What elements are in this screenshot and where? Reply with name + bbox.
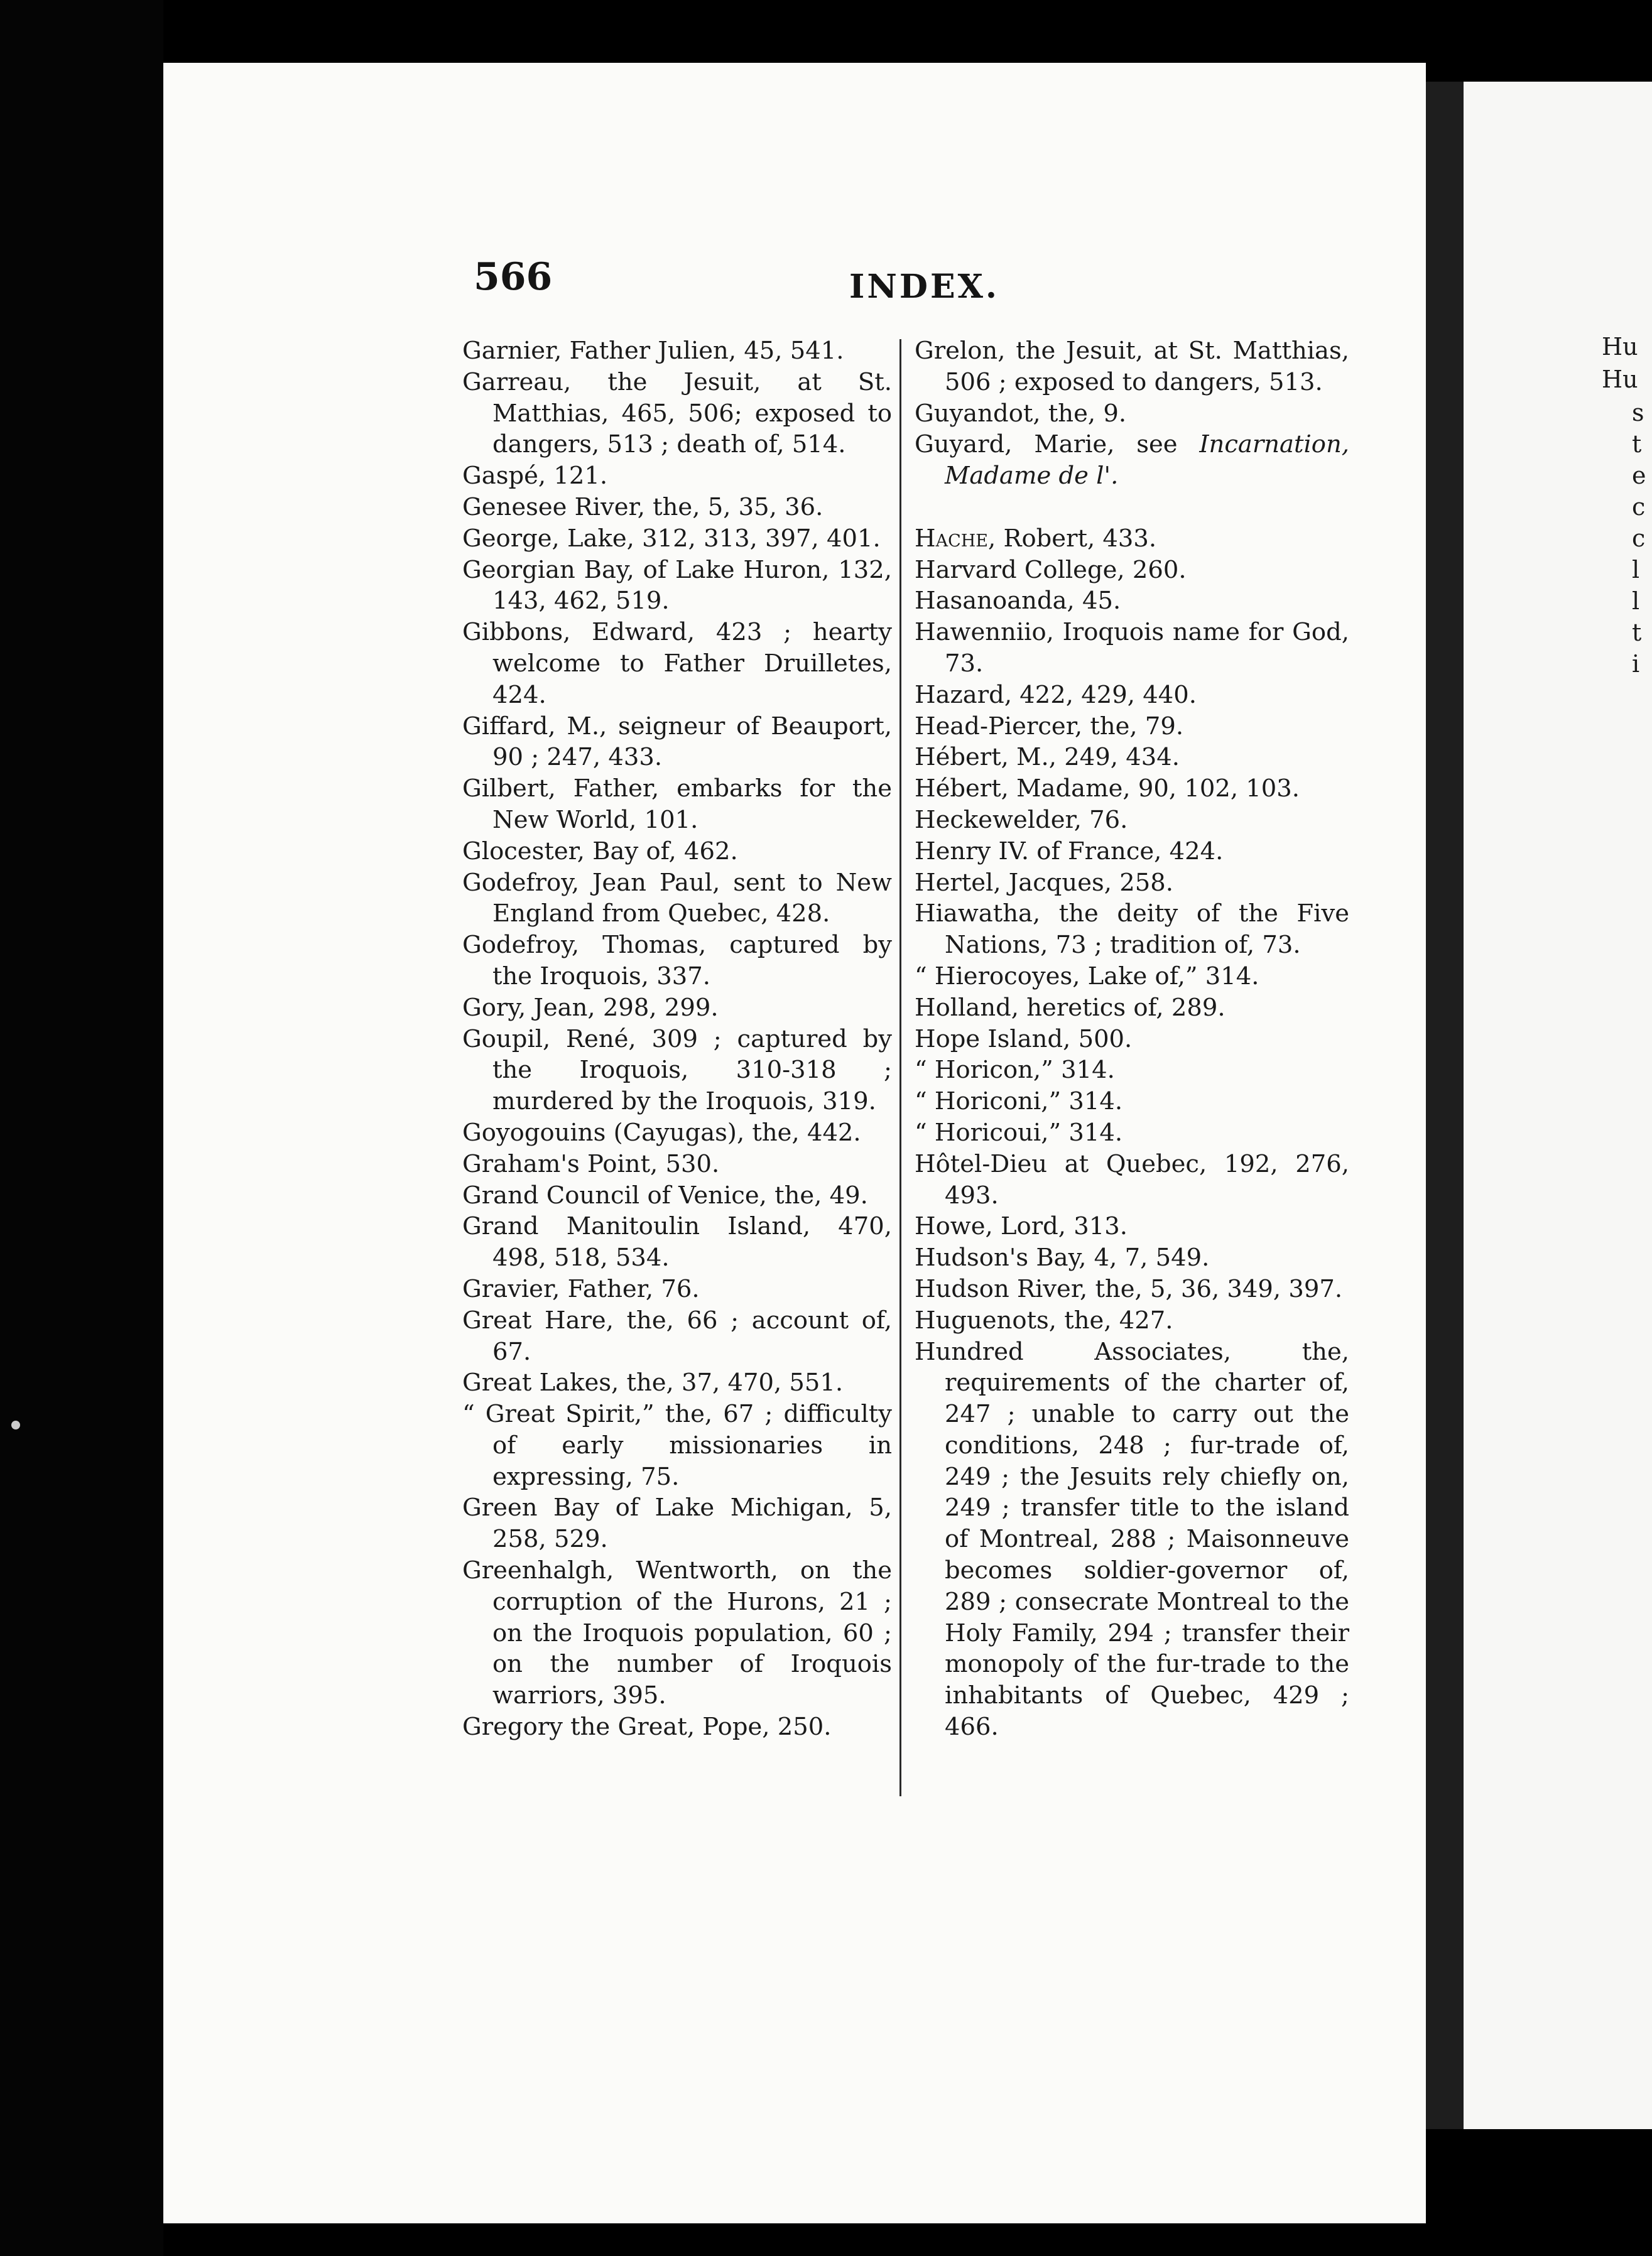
index-entry: Guyandot, the, 9. (915, 399, 1127, 428)
index-entry: Henry IV. of France, 424. (915, 837, 1224, 865)
column-rule (899, 339, 901, 1796)
facing-fragment: Hu (1602, 366, 1638, 393)
index-entry: Goyogouins (Cayugas), the, 442. (462, 1118, 861, 1147)
entry-text: , Robert, 433. (988, 524, 1157, 553)
index-entry: Godefroy, Thomas, captured by the Iroquois, 337. (462, 931, 892, 990)
index-entry: Hazard, 422, 429, 440. (915, 680, 1197, 709)
index-entry: Garreau, the Jesuit, at St. Matthias, 465, 506; exposed to dangers, 513 ; death of, 514. (462, 367, 892, 459)
running-header: INDEX. (849, 268, 1000, 306)
book-spine (0, 0, 163, 2256)
index-entry: Goupil, René, 309 ; captured by the Iroquois, 310-318 ; murdered by the Iroquois, 319. (462, 1024, 892, 1116)
facing-fragment: c (1632, 524, 1646, 552)
index-entry: Hôtel-Dieu at Quebec, 192, 276, 493. (915, 1149, 1349, 1210)
index-entry: Hasanoanda, 45. (915, 587, 1121, 616)
index-entry: Hudson's Bay, 4, 7, 549. (915, 1244, 1210, 1272)
index-entry: “ Great Spirit,” the, 67 ; difficulty of early missionaries in expressing, 75. (462, 1400, 892, 1491)
facing-fragment: l (1632, 587, 1640, 615)
index-entry: Grand Manitoulin Island, 470, 498, 518, 534. (462, 1212, 892, 1272)
index-entry: Hébert, Madame, 90, 102, 103. (915, 774, 1300, 803)
index-entry: Hawenniio, Iroquois name for God, 73. (915, 618, 1349, 678)
letter-section-gap (915, 492, 1349, 523)
index-entry: “ Horiconi,” 314. (915, 1087, 1123, 1116)
facing-fragment: e (1632, 462, 1646, 489)
index-entry: Greenhalgh, Wentworth, on the corruption of the Hurons, 21 ; on the Iroquois population, 60 ; on the number of Iroquois warriors, 395. (462, 1556, 892, 1710)
index-entry: Glocester, Bay of, 462. (462, 837, 738, 865)
index-entry-guyard (915, 429, 1349, 492)
index-entry: Grand Council of Venice, the, 49. (462, 1181, 868, 1210)
index-entry: George, Lake, 312, 313, 397, 401. (462, 524, 881, 553)
index-entry: “ Hierocoyes, Lake of,” 314. (915, 962, 1259, 990)
index-entry: Great Hare, the, 66 ; account of, 67. (462, 1306, 892, 1366)
index-entry: Georgian Bay, of Lake Huron, 132, 143, 462, 519. (462, 555, 892, 616)
index-entry: Grelon, the Jesuit, at St. Matthias, 506 ; exposed to dangers, 513. (915, 337, 1349, 396)
facing-fragment: Hu (1602, 333, 1638, 361)
index-entry: Gilbert, Father, embarks for the New World, 101. (462, 774, 892, 834)
index-entry: Huguenots, the, 427. (915, 1306, 1173, 1335)
index-entry: “ Horicon,” 314. (915, 1056, 1115, 1085)
cross-reference: Incarnation, (1199, 430, 1349, 459)
index-entry: Gregory the Great, Pope, 250. (462, 1713, 832, 1742)
index-entry: Giffard, M., seigneur of Beauport, 90 ; 247, 433. (462, 712, 892, 772)
index-entry: Green Bay of Lake Michigan, 5, 258, 529. (462, 1494, 892, 1554)
page-gutter (1426, 82, 1464, 2129)
index-entry: Gory, Jean, 298, 299. (462, 993, 719, 1022)
page-number: 566 (474, 255, 553, 299)
index-entry: Harvard College, 260. (915, 555, 1187, 584)
facing-fragment: t (1632, 430, 1642, 458)
index-entry: Hope Island, 500. (915, 1024, 1133, 1053)
index-entry: Garnier, Father Julien, 45, 541. (462, 337, 844, 365)
index-entry: Hudson River, the, 5, 36, 349, 397. (915, 1274, 1343, 1303)
index-entry: “ Horicoui,” 314. (915, 1118, 1123, 1147)
index-entry: Genesee River, the, 5, 35, 36. (462, 492, 823, 521)
index-entry: Great Lakes, the, 37, 470, 551. (462, 1369, 844, 1397)
index-entry: Hébert, M., 249, 434. (915, 743, 1180, 772)
facing-fragment: c (1632, 493, 1646, 521)
facing-fragment: l (1632, 556, 1640, 583)
facing-page (1464, 82, 1652, 2129)
index-entry: Gravier, Father, 76. (462, 1274, 700, 1303)
scan-speck (11, 1421, 20, 1429)
index-entry: Hiawatha, the deity of the Five Nations, 73 ; tradition of, 73. (915, 899, 1349, 960)
facing-fragment: t (1632, 619, 1642, 646)
index-entry-hache (915, 523, 1349, 555)
entry-text: Guyard, Marie, see (915, 430, 1200, 459)
index-entry: Godefroy, Jean Paul, sent to New England from Quebec, 428. (462, 868, 892, 928)
index-entry: Holland, heretics of, 289. (915, 993, 1225, 1022)
index-entry: Hertel, Jacques, 258. (915, 868, 1173, 897)
left-column (462, 335, 892, 1743)
index-entry: Head-Piercer, the, 79. (915, 712, 1184, 740)
index-entry: Gaspé, 121. (462, 462, 608, 491)
index-entry: Hundred Associates, the, requirements of the charter of, 247 ; unable to carry out the conditions, 248 ; fur-trade of, 249 ; the Jesuits rely chiefly on, 249 ; transfer title to the island of Montreal, 288 ; Maisonneuve becomes soldier-governor of, 289 ; consecrate Montreal to the Holy Family, 294 ; transfer their monopoly of the fur-trade to the inhabitants of Quebec, 429 ; 466. (915, 1337, 1349, 1742)
index-entry: Gibbons, Edward, 423 ; hearty welcome to Father Druilletes, 424. (462, 618, 892, 709)
facing-fragment: i (1632, 650, 1640, 678)
index-entry: Graham's Point, 530. (462, 1149, 720, 1178)
facing-fragment: s (1632, 399, 1644, 426)
index-entry: Heckewelder, 76. (915, 805, 1128, 834)
section-lead-word: Hache (915, 524, 988, 553)
cross-reference: Madame de l'. (945, 462, 1119, 491)
right-column (915, 335, 1349, 1743)
index-entry: Howe, Lord, 313. (915, 1212, 1128, 1241)
